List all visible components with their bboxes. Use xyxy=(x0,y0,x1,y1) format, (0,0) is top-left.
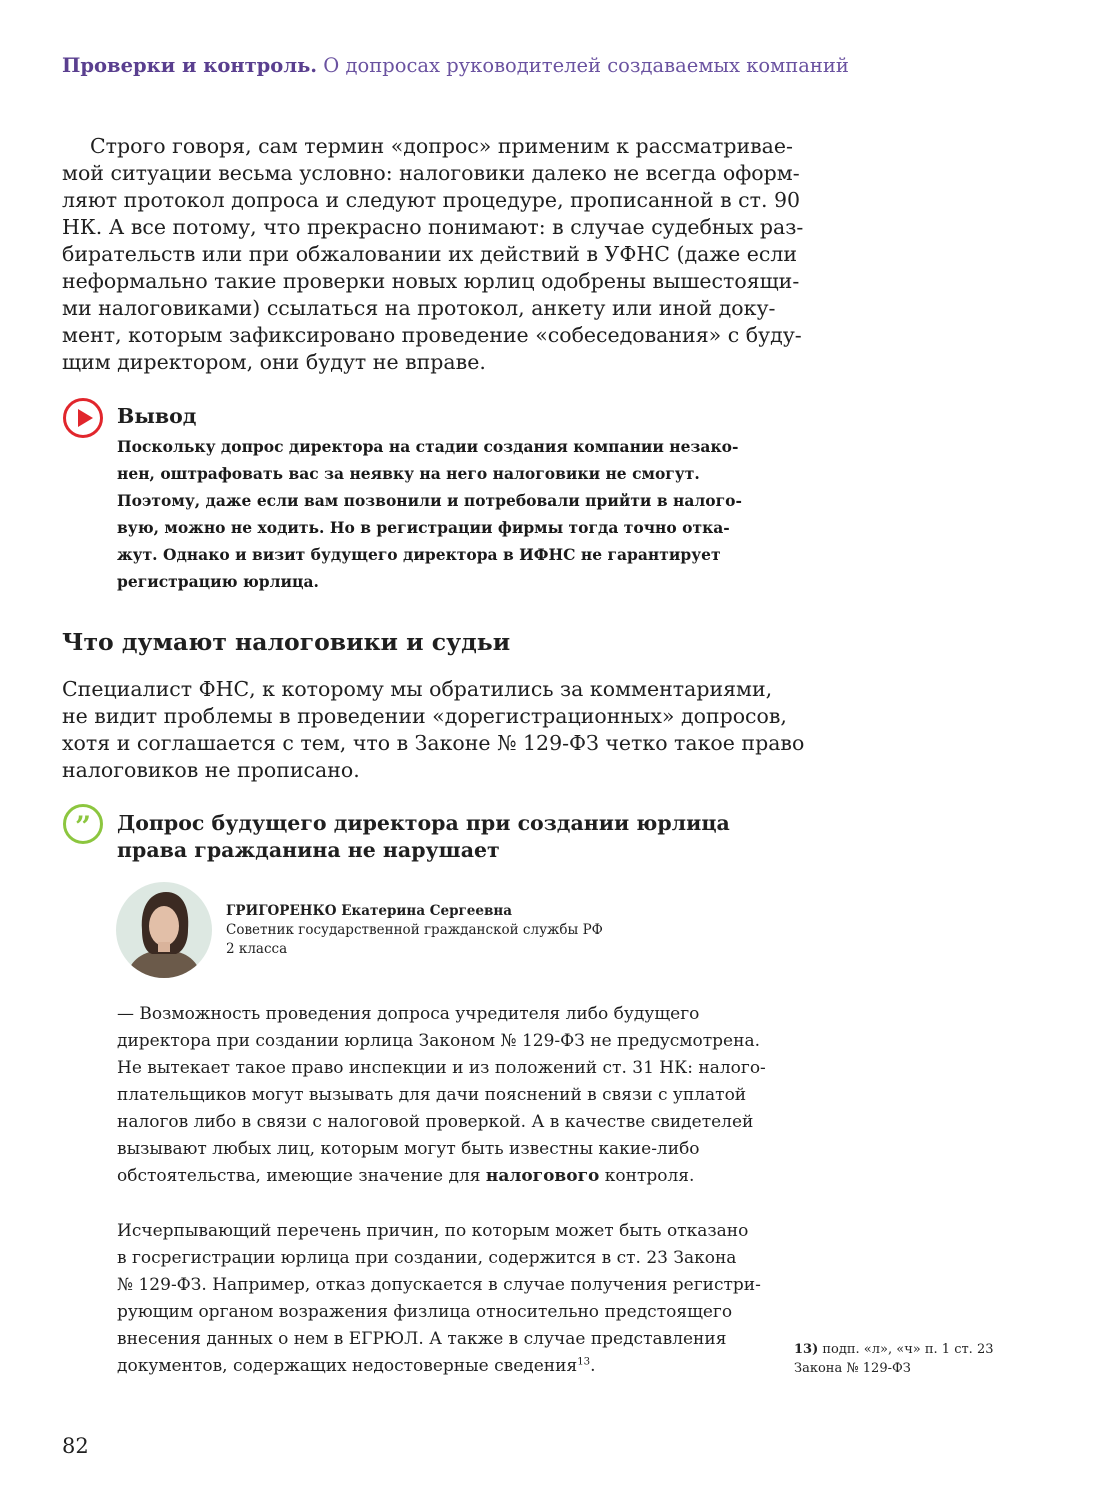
quote-icon xyxy=(62,803,104,845)
intro-line: ми налоговиками) ссылаться на протокол, анкету или иной доку- xyxy=(62,296,776,320)
section-heading: Что думают налоговики и судьи xyxy=(62,628,511,656)
header-section: Проверки и контроль. xyxy=(62,54,318,77)
quote-line: директора при создании юрлица Законом № 129-ФЗ не предусмотрена. xyxy=(117,1031,760,1051)
footnote-number: 13) xyxy=(794,1342,819,1357)
section2-line: не видит проблемы в проведении «дорегистрационных» допросов, xyxy=(62,704,787,728)
conclusion-title: Вывод xyxy=(117,404,197,428)
conclusion-line: Поэтому, даже если вам позвонили и потребовали прийти в налого- xyxy=(117,491,742,510)
quote-line: — Возможность проведения допроса учредителя либо будущего xyxy=(117,1004,700,1024)
quote-line: Исчерпывающий перечень причин, по которым может быть отказано xyxy=(117,1221,749,1241)
quote-line: в госрегистрации юрлица при создании, содержится в ст. 23 Закона xyxy=(117,1248,737,1268)
section2-line: налоговиков не прописано. xyxy=(62,758,360,782)
quote-title-line: Допрос будущего директора при создании юрлица xyxy=(117,811,730,835)
avatar xyxy=(116,882,212,978)
footnote-line: Закона № 129-ФЗ xyxy=(794,1361,911,1376)
quote-line: документов, содержащих недостоверные сведения$^{13}$. xyxy=(117,1356,596,1376)
intro-line: НК. А все потому, что прекрасно понимают: в случае судебных раз- xyxy=(62,215,804,239)
quote-line: внесения данных о нем в ЕГРЮЛ. А также в случае представления xyxy=(117,1329,727,1349)
running-header xyxy=(62,54,849,77)
quote-line: вызывают любых лиц, которым могут быть известны какие-либо xyxy=(117,1139,700,1159)
conclusion-line: регистрацию юрлица. xyxy=(117,572,319,591)
svg-text:”: ” xyxy=(74,810,92,843)
intro-line: щим директором, они будут не вправе. xyxy=(62,350,486,374)
section2-line: Специалист ФНС, к которому мы обратились за комментариями, xyxy=(62,677,773,701)
intro-line: ляют протокол допроса и следуют процедуре, прописанной в ст. 90 xyxy=(62,188,801,212)
footnote: 13) подп. «л», «ч» п. 1 ст. 23 xyxy=(794,1342,994,1357)
person-name: ГРИГОРЕНКО Екатерина Сергеевна xyxy=(226,903,512,919)
quote-line: № 129-ФЗ. Например, отказ допускается в случае получения регистри- xyxy=(117,1275,761,1295)
quote-title-line: права гражданина не нарушает xyxy=(117,838,500,862)
conclusion-line: нен, оштрафовать вас за неявку на него налоговики не смогут. xyxy=(117,464,700,483)
quote-line: налогов либо в связи с налоговой проверкой. А в качестве свидетелей xyxy=(117,1112,754,1132)
page-number: 82 xyxy=(62,1434,89,1458)
quote-line: обстоятельства, имеющие значение для налогового контроля. xyxy=(117,1166,695,1186)
section2-line: хотя и соглашается с тем, что в Законе № 129-ФЗ четко такое право xyxy=(62,731,805,755)
intro-line: мент, которым зафиксировано проведение «собеседования» с буду- xyxy=(62,323,802,347)
person-role-line: Советник государственной гражданской службы РФ xyxy=(226,922,603,938)
quote-line: плательщиков могут вызывать для дачи пояснений в связи с уплатой xyxy=(117,1085,747,1105)
header-title: О допросах руководителей создаваемых компаний xyxy=(323,54,849,77)
footnote-ref[interactable]: 13 xyxy=(577,1356,591,1368)
quote-line: рующим органом возражения физлица относительно предстоящего xyxy=(117,1302,733,1322)
intro-line: неформально такие проверки новых юрлиц одобрены вышестоящи- xyxy=(62,269,800,293)
conclusion-line: жут. Однако и визит будущего директора в ИФНС не гарантирует xyxy=(117,545,721,564)
intro-line: мой ситуации весьма условно: налоговики далеко не всегда оформ- xyxy=(62,161,800,185)
quote-line: Не вытекает такое право инспекции и из положений ст. 31 НК: налого- xyxy=(117,1058,766,1078)
intro-line: бирательств или при обжаловании их действий в УФНС (даже если xyxy=(62,242,798,266)
conclusion-line: вую, можно не ходить. Но в регистрации фирмы тогда точно отка- xyxy=(117,518,730,537)
person-role-line: 2 класса xyxy=(226,941,288,957)
bold-term: налогового xyxy=(485,1166,600,1186)
play-icon xyxy=(62,397,104,439)
intro-line: Строго говоря, сам термин «допрос» применим к рассматривае- xyxy=(90,134,793,158)
conclusion-line: Поскольку допрос директора на стадии создания компании незако- xyxy=(117,437,739,456)
